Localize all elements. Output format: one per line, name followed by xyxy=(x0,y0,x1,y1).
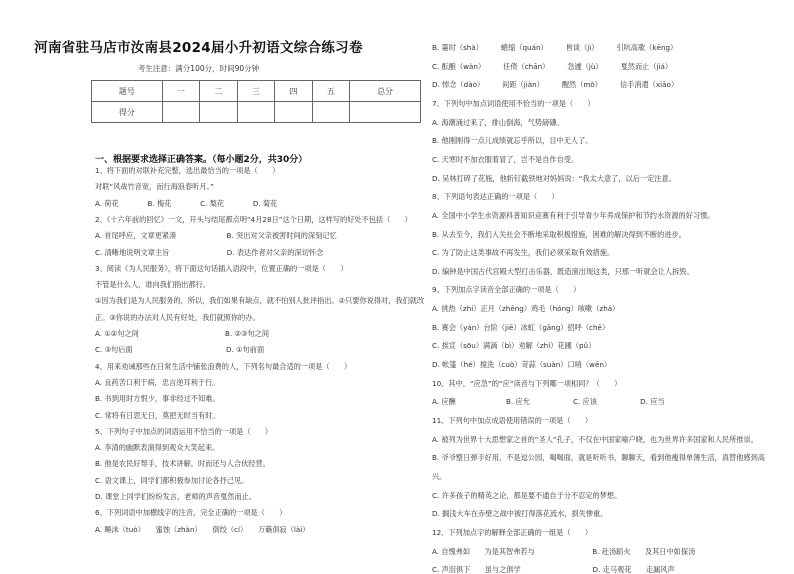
question-line: C. 清晰地说明文章主旨 D. 表达作者对父亲的深切怀念 xyxy=(95,247,324,257)
score-cell[interactable] xyxy=(200,102,237,123)
question-line: A. 睡沫（tuò） 蜜蚀（zhàn） 倒绞（cí） 万籁俱寂（lài） xyxy=(95,524,310,534)
question-line: B. 霎时（shà） 蜷缩（quán） 皆谈（jì） 引吭高歌（kēng） xyxy=(432,43,678,52)
score-table-header-row xyxy=(92,81,421,102)
section-heading: 一、根据要求选择正确答案。（每小题2分，共30分） xyxy=(95,155,308,165)
score-row-label: 得分 xyxy=(92,102,163,123)
question-line: A. 被列为世界十大思想家之首的“圣人”孔子，不仅在中国家喻户晓，也为世界许多国家和人民所推崇。 xyxy=(432,434,758,444)
question-line: 6、下列词语中加横线字的注音，完全正确的一项是（ ） xyxy=(95,508,287,518)
question-line: A. 首尾呼应，文章更紧凑 B. 突出对父亲被害时间的深刻记忆 xyxy=(95,231,337,241)
score-header-cell: 一 xyxy=(162,81,199,102)
question-line: ①因为我们是为人民服务的，所以，我们如果有缺点，就不怕别人批评指出。②只要你说得对，我们就改 xyxy=(95,296,425,306)
question-line: C. 为了防止这类事故不再发生，我们必须采取有效措施。 xyxy=(432,248,615,258)
question-line: D. 悼念（dào） 间距（jiàn） 醒然（mò） 信手消遣（xiāo） xyxy=(432,80,679,90)
question-line: A. 李清的幽默表演得到观众大笑起来。 xyxy=(95,443,220,453)
question-line: A. ①②句之间 B. ②③句之间 xyxy=(95,329,270,338)
question-line: D. 吴林打碎了花瓶，他斩钉截铁地对妈妈说：“我太大意了，以后一定注意。 xyxy=(432,173,676,183)
question-line: 8、下列语句表达正确的一项是（ ） xyxy=(432,192,559,202)
question-line: C. 天寒时不加衣服着冒了，岂不是自作自受。 xyxy=(432,154,579,164)
score-header-cell: 题号 xyxy=(92,81,163,102)
question-line: C. ③句后面 D. ①句前面 xyxy=(95,345,265,355)
question-line: A. 自愧弗如 为是其智弗若与 B. 赴汤蹈火 及其日中如探汤 xyxy=(432,546,696,556)
question-line: C. 许多孩子的精英之论，都是要不通自于分不忍定的梦想。 xyxy=(432,490,622,500)
score-cell[interactable] xyxy=(162,102,199,123)
question-line: A. 荷花 B. 梅花 C. 梨花 D. 菊花 xyxy=(95,198,278,208)
question-line: D. 搁浅大车在赤壁之战中被打得落花流水，损失惨重。 xyxy=(432,509,608,519)
question-line: A. 挑热（zhí）正月（zhēng）鸡毛（hóng）咳嗽（zhá） xyxy=(432,304,620,314)
question-line: D. 课堂上同学们纷纷发言，老师的声音戛然而止。 xyxy=(95,492,257,501)
score-cell[interactable] xyxy=(237,102,274,123)
question-line: D. 编钟是中国古代宫殿大型打击乐器，既造演出现这类，只那一听就会让人拆毁。 xyxy=(432,266,694,276)
question-line: C. 声泪俱下 虽与之俱学 D. 走马观花 走漏风声 xyxy=(432,565,675,574)
question-line: C. 语文课上，同学们都积极参加讨论各抒己见。 xyxy=(95,475,249,485)
question-line: A. 应酬 B. 应允 C. 应该 D. 应当 xyxy=(432,397,665,407)
score-header-cell: 总分 xyxy=(350,81,421,102)
score-table xyxy=(91,80,421,123)
score-header-cell: 五 xyxy=(312,81,349,102)
question-line: C. 常将有日思无日，莫把无时当有时。 xyxy=(95,410,220,420)
score-table-score-row xyxy=(92,102,421,123)
question-line: 7、下列句中加点词语使用不恰当的一项是（ ） xyxy=(432,98,595,108)
question-line: C. 挨宣（sōu）满滴（bì）劝解（zhí）花圃（pǔ） xyxy=(432,341,596,351)
question-line: D. 帐篷（hé）搅洗（cuò）苛蒜（suàn）口哨（wēn） xyxy=(432,360,612,370)
question-line: B. 他是农民好帮手，技术讲解，时而还与人合伙经营。 xyxy=(95,459,270,469)
question-line: A. 海潮涌过来了，排山倒海，气势磅礴。 xyxy=(432,117,564,127)
score-header-cell: 四 xyxy=(275,81,312,102)
question-line: 2、《十六年前的回忆》一文，开头与结尾都点明“4月28日”这个日期，这样写的好处不包括（ ） xyxy=(95,214,412,224)
exam-title: 河南省驻马店市汝南县2024届小升初语文综合练习卷 xyxy=(34,40,363,56)
question-line: B. 爷爷整日弹手好用，不是逗公园，喝喝面，就是听听书，聊聊天，看到他瘦得单薄生活，真替他感到高 xyxy=(432,453,765,463)
score-header-cell: 三 xyxy=(237,81,274,102)
question-line: 对联“风战竹音宽，而行海浪春听月。” xyxy=(95,182,214,192)
question-line: B. 从去至今，我们入关社会不断地采取积极措施，困难的解决得到不断的进步。 xyxy=(432,229,686,239)
question-line: 3、阅读《为人民服务》，将下面这句话插入语段中，位置正确的一项是（ ） xyxy=(95,263,348,273)
score-header-cell: 二 xyxy=(200,81,237,102)
question-line: B. 赛会（yán）台阶（jiē）冰虹（gāng）招呼（chē） xyxy=(432,322,610,332)
score-cell[interactable] xyxy=(275,102,312,123)
question-line: 12、下列加点字的解释全部正确的一组是（ ） xyxy=(432,527,593,537)
question-line: A. 全国中小学生水资源科普知识竞赛有利于引导青少年养成保护和节约水资源的好习惯。 xyxy=(432,210,715,220)
question-line: C. 酝酿（wàn） 任倚（chān） 急遽（jù） 戛然而止（jiá） xyxy=(432,61,673,71)
question-line: B. 书到用时方恨少，事非经过不知难。 xyxy=(95,394,220,404)
question-line: 1、将下面的对联补充完整，选出最恰当的一项是（ ） xyxy=(95,166,280,175)
question-line: 5、下列句子中加点的词语运用不恰当的一项是（ ） xyxy=(95,426,273,436)
score-cell[interactable] xyxy=(350,102,421,123)
exam-note: 考生注意：满分100分，时间90分钟 xyxy=(137,64,260,73)
question-line: 10、其中，“应急”的“应”读音与下列哪一项相同？（ ） xyxy=(432,378,622,388)
question-line: 4、用来劝诫那些在日常生活中铺张浪费的人，下列名句最合适的一项是（ ） xyxy=(95,361,352,371)
question-line: A. 良药苦口利于病，忠言逆耳利于行。 xyxy=(95,377,220,387)
question-line: 兴。 xyxy=(432,471,447,481)
question-line: B. 他刚刚得一点儿成绩就忘乎所以，目中无人了。 xyxy=(432,136,593,146)
question-line: 9、下列加点字读音全部正确的一项是（ ） xyxy=(432,285,581,295)
score-cell[interactable] xyxy=(312,102,349,123)
question-line: 不管是什么人，谁向我们指出都行。 xyxy=(95,280,211,290)
question-line: 正。③你说的办法对人民有好处，我们就照你的办。 xyxy=(95,312,260,322)
question-line: 11、下列句中加点成语使用错误的一项是（ ） xyxy=(432,416,593,425)
